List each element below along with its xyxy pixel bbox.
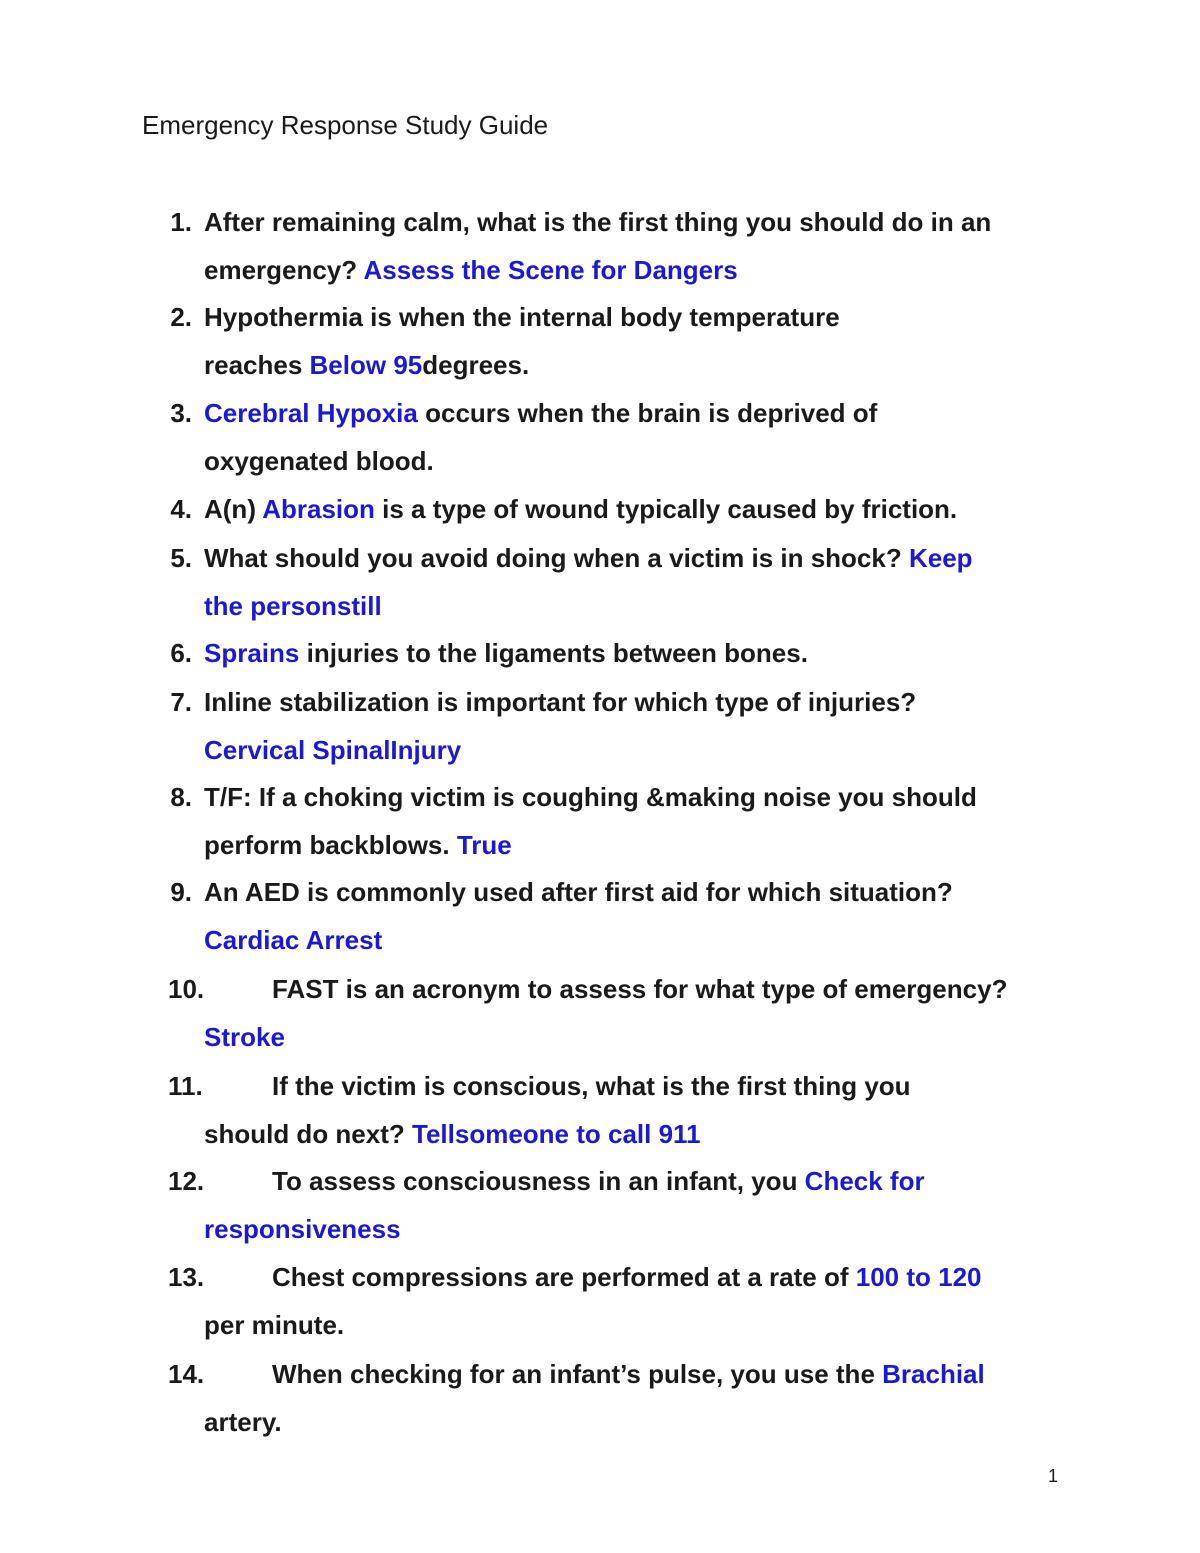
- question-number: 11.: [168, 1071, 203, 1101]
- question-number: 9.: [170, 877, 192, 907]
- question-prompt: is a type of wound typically caused by friction.: [374, 494, 958, 524]
- question-prompt: occurs when the brain is deprived of: [417, 398, 878, 428]
- question-prompt: degrees.: [422, 350, 530, 380]
- question-text: [204, 534, 1064, 630]
- answer-text: Check for: [804, 1166, 925, 1196]
- answer-text: Sprains: [204, 638, 300, 668]
- question-prompt: Inline stabilization is important for which type of injuries?: [204, 687, 917, 717]
- question-text: [204, 868, 1064, 964]
- question-prompt: T/F: If a choking victim is coughing &making noise you should: [204, 782, 977, 812]
- question-line: [204, 678, 1064, 726]
- answer-text: Stroke: [204, 1022, 285, 1052]
- question-prompt: artery.: [204, 1407, 282, 1437]
- question-text: [204, 293, 1064, 389]
- answer-text: Tellsomeone to call 911: [412, 1119, 701, 1149]
- question-prompt: What should you avoid doing when a victim is in shock?: [204, 543, 909, 573]
- question-prompt: perform backblows.: [204, 830, 457, 860]
- question-text: [204, 1350, 1064, 1446]
- question-number: 2.: [170, 302, 192, 332]
- question-line: [204, 534, 1064, 582]
- answer-text: True: [456, 830, 512, 860]
- question-prompt: FAST is an acronym to assess for what type of emergency?: [272, 974, 1008, 1004]
- answer-text: 100 to 120: [855, 1262, 982, 1292]
- question-number: 1.: [170, 207, 192, 237]
- answer-text: Keep: [908, 543, 973, 573]
- question-number: 8.: [170, 782, 192, 812]
- question-line: [204, 1062, 1064, 1110]
- question-line: [204, 293, 1064, 341]
- answer-text: responsiveness: [204, 1214, 401, 1244]
- question-number: 14.: [168, 1359, 205, 1389]
- question-line: [204, 246, 1064, 294]
- question-text: [204, 1157, 1064, 1253]
- question-line: [204, 821, 1064, 869]
- question-prompt: emergency?: [204, 255, 364, 285]
- question-line: [204, 485, 1064, 533]
- question-prompt: injuries to the ligaments between bones.: [299, 638, 808, 668]
- question-prompt: A(n): [204, 494, 263, 524]
- question-prompt: If the victim is conscious, what is the first thing you: [272, 1071, 911, 1101]
- answer-text: Assess the Scene for Dangers: [363, 255, 738, 285]
- question-prompt: per minute.: [204, 1310, 345, 1340]
- question-prompt: oxygenated blood.: [204, 446, 434, 476]
- question-number: 4.: [170, 494, 192, 524]
- question-text: [204, 1062, 1064, 1158]
- question-line: [204, 726, 1064, 774]
- question-line: [204, 868, 1064, 916]
- question-line: [204, 389, 1064, 437]
- question-prompt: should do next?: [204, 1119, 412, 1149]
- question-line: [204, 1205, 1064, 1253]
- question-text: [204, 485, 1064, 533]
- question-prompt: Chest compressions are performed at a rate of: [272, 1262, 856, 1292]
- question-number: 7.: [170, 687, 192, 717]
- question-prompt: After remaining calm, what is the first thing you should do in an: [204, 207, 992, 237]
- question-line: [204, 1253, 1064, 1301]
- answer-text: Abrasion: [262, 494, 375, 524]
- question-number: 12.: [168, 1166, 205, 1196]
- question-prompt: An AED is commonly used after first aid for which situation?: [204, 877, 953, 907]
- question-line: [204, 1350, 1064, 1398]
- question-text: [204, 773, 1064, 869]
- question-line: [204, 965, 1064, 1013]
- question-prompt: Hypothermia is when the internal body temperature: [204, 302, 840, 332]
- question-line: [204, 582, 1064, 630]
- question-line: [204, 341, 1064, 389]
- answer-text: Below 95: [309, 350, 423, 380]
- question-line: [204, 437, 1064, 485]
- question-number: 5.: [170, 543, 192, 573]
- question-line: [204, 198, 1064, 246]
- question-line: [204, 1013, 1064, 1061]
- question-prompt: When checking for an infant’s pulse, you use the: [272, 1359, 883, 1389]
- question-line: [204, 629, 1064, 677]
- page-number: 1: [1048, 1466, 1059, 1486]
- answer-text: the personstill: [204, 591, 382, 621]
- answer-text: Cerebral Hypoxia: [204, 398, 418, 428]
- question-text: [204, 965, 1064, 1061]
- question-line: [204, 773, 1064, 821]
- question-text: [204, 629, 1064, 677]
- question-text: [204, 1253, 1064, 1349]
- question-text: [204, 678, 1064, 774]
- answer-text: Cervical SpinalInjury: [204, 735, 462, 765]
- question-line: [204, 1110, 1064, 1158]
- question-text: [204, 389, 1064, 485]
- question-line: [204, 1157, 1064, 1205]
- question-line: [204, 1398, 1064, 1446]
- question-number: 10.: [168, 974, 205, 1004]
- question-text: [204, 198, 1064, 294]
- question-line: [204, 1301, 1064, 1349]
- question-line: [204, 916, 1064, 964]
- document-title: Emergency Response Study Guide: [142, 110, 549, 140]
- answer-text: Cardiac Arrest: [204, 925, 383, 955]
- question-number: 6.: [170, 638, 192, 668]
- question-number: 3.: [170, 398, 192, 428]
- question-prompt: reaches: [204, 350, 310, 380]
- question-number: 13.: [168, 1262, 205, 1292]
- answer-text: Brachial: [882, 1359, 985, 1389]
- question-prompt: To assess consciousness in an infant, you: [272, 1166, 805, 1196]
